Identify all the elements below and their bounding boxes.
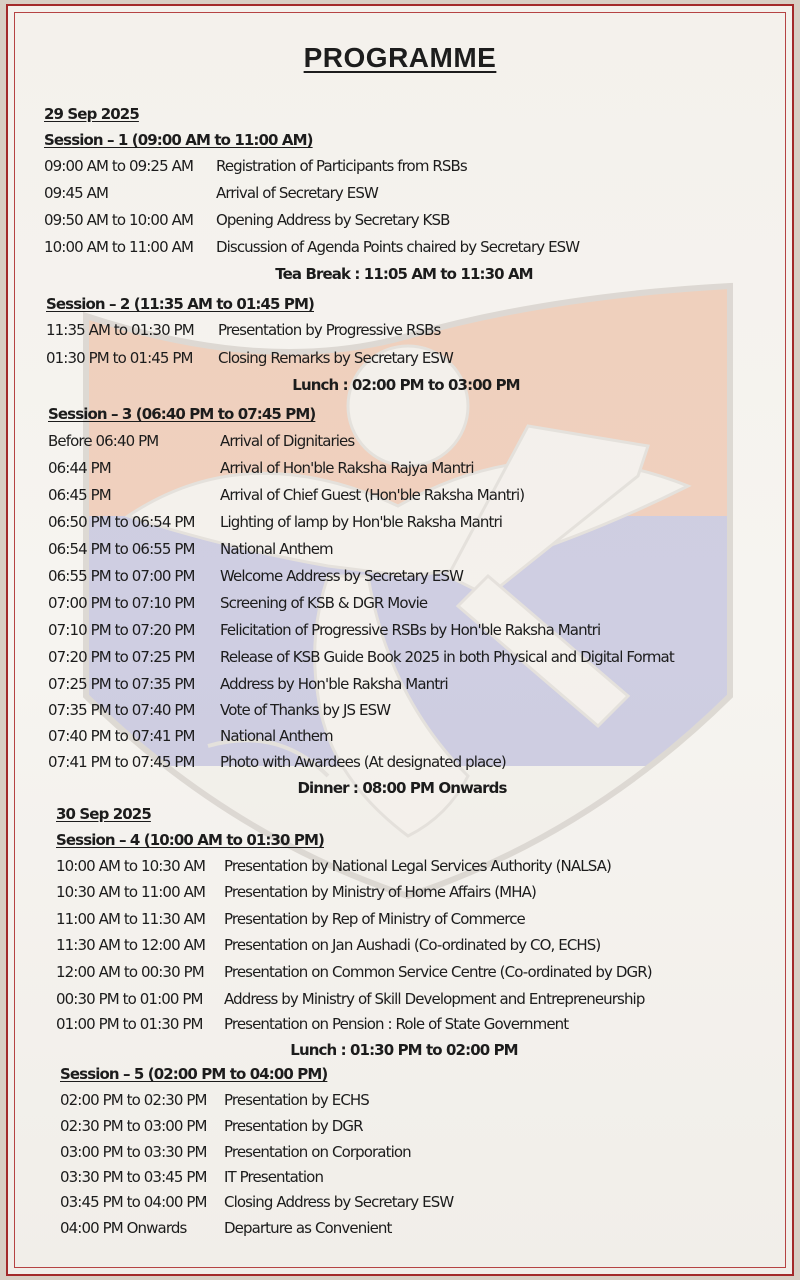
desc-cell: Opening Address by Secretary KSB — [216, 211, 450, 229]
time-cell: 06:44 PM — [48, 459, 111, 477]
desc-cell: Welcome Address by Secretary ESW — [220, 567, 464, 585]
time-cell: 02:00 PM to 02:30 PM — [60, 1091, 207, 1109]
desc-cell: Presentation on Corporation — [224, 1143, 411, 1161]
time-cell: 07:00 PM to 07:10 PM — [48, 594, 195, 612]
desc-cell: Departure as Convenient — [224, 1219, 392, 1237]
desc-cell: Photo with Awardees (At designated place) — [220, 753, 506, 771]
desc-cell: National Anthem — [220, 727, 333, 745]
programme-content — [8, 6, 792, 1274]
time-cell: 09:00 AM to 09:25 AM — [44, 157, 193, 175]
time-cell: 07:10 PM to 07:20 PM — [48, 621, 195, 639]
desc-cell: Presentation on Jan Aushadi (Co-ordinated by CO, ECHS) — [224, 936, 601, 954]
page-title: PROGRAMME — [303, 42, 497, 73]
time-cell: 06:50 PM to 06:54 PM — [48, 513, 195, 531]
desc-cell: Address by Ministry of Skill Development and Entrepreneurship — [224, 990, 645, 1008]
time-cell: 10:00 AM to 11:00 AM — [44, 238, 193, 256]
session-heading: Session – 4 (10:00 AM to 01:30 PM) — [56, 831, 324, 849]
desc-cell: Vote of Thanks by JS ESW — [220, 701, 391, 719]
desc-cell: Lighting of lamp by Hon'ble Raksha Mantri — [220, 513, 503, 531]
time-cell: 09:45 AM — [44, 184, 108, 202]
desc-cell: Presentation by ECHS — [224, 1091, 369, 1109]
desc-cell: Address by Hon'ble Raksha Mantri — [220, 675, 448, 693]
time-cell: 01:30 PM to 01:45 PM — [46, 349, 193, 367]
time-cell: Before 06:40 PM — [48, 432, 159, 450]
desc-cell: Arrival of Chief Guest (Hon'ble Raksha Mantri) — [220, 486, 525, 504]
desc-cell: Presentation by Rep of Ministry of Commerce — [224, 910, 525, 928]
time-cell: 03:45 PM to 04:00 PM — [60, 1193, 207, 1211]
time-cell: 06:45 PM — [48, 486, 111, 504]
session-heading: Session – 1 (09:00 AM to 11:00 AM) — [44, 131, 313, 149]
time-cell: 11:30 AM to 12:00 AM — [56, 936, 205, 954]
desc-cell: Presentation on Common Service Centre (Co-ordinated by DGR) — [224, 963, 652, 981]
session-heading: Session – 5 (02:00 PM to 04:00 PM) — [60, 1065, 328, 1083]
session-heading: Session – 3 (06:40 PM to 07:45 PM) — [48, 405, 316, 423]
time-cell: 07:25 PM to 07:35 PM — [48, 675, 195, 693]
break-line: Lunch : 02:00 PM to 03:00 PM — [292, 376, 520, 394]
desc-cell: Presentation by Ministry of Home Affairs (MHA) — [224, 883, 536, 901]
time-cell: 10:30 AM to 11:00 AM — [56, 883, 205, 901]
time-cell: 06:54 PM to 06:55 PM — [48, 540, 195, 558]
day-date: 29 Sep 2025 — [44, 105, 139, 123]
time-cell: 00:30 PM to 01:00 PM — [56, 990, 203, 1008]
break-line: Tea Break : 11:05 AM to 11:30 AM — [275, 265, 533, 283]
desc-cell: Registration of Participants from RSBs — [216, 157, 467, 175]
programme-sheet — [6, 4, 794, 1276]
desc-cell: Closing Address by Secretary ESW — [224, 1193, 454, 1211]
time-cell: 07:41 PM to 07:45 PM — [48, 753, 195, 771]
time-cell: 06:55 PM to 07:00 PM — [48, 567, 195, 585]
desc-cell: Presentation on Pension : Role of State Government — [224, 1015, 569, 1033]
break-line: Lunch : 01:30 PM to 02:00 PM — [290, 1041, 518, 1059]
desc-cell: IT Presentation — [224, 1168, 324, 1186]
desc-cell: Arrival of Hon'ble Raksha Rajya Mantri — [220, 459, 474, 477]
time-cell: 03:00 PM to 03:30 PM — [60, 1143, 207, 1161]
time-cell: 09:50 AM to 10:00 AM — [44, 211, 193, 229]
desc-cell: Arrival of Dignitaries — [220, 432, 355, 450]
time-cell: 07:35 PM to 07:40 PM — [48, 701, 195, 719]
time-cell: 11:35 AM to 01:30 PM — [46, 321, 194, 339]
desc-cell: Closing Remarks by Secretary ESW — [218, 349, 453, 367]
time-cell: 10:00 AM to 10:30 AM — [56, 857, 205, 875]
time-cell: 02:30 PM to 03:00 PM — [60, 1117, 207, 1135]
desc-cell: Arrival of Secretary ESW — [216, 184, 378, 202]
time-cell: 07:20 PM to 07:25 PM — [48, 648, 195, 666]
desc-cell: Felicitation of Progressive RSBs by Hon'ble Raksha Mantri — [220, 621, 601, 639]
time-cell: 11:00 AM to 11:30 AM — [56, 910, 205, 928]
desc-cell: National Anthem — [220, 540, 333, 558]
time-cell: 12:00 AM to 00:30 PM — [56, 963, 204, 981]
time-cell: 04:00 PM Onwards — [60, 1219, 187, 1237]
desc-cell: Release of KSB Guide Book 2025 in both Physical and Digital Format — [220, 648, 674, 666]
desc-cell: Discussion of Agenda Points chaired by Secretary ESW — [216, 238, 580, 256]
desc-cell: Presentation by Progressive RSBs — [218, 321, 441, 339]
session-heading: Session – 2 (11:35 AM to 01:45 PM) — [46, 295, 314, 313]
day-date: 30 Sep 2025 — [56, 805, 151, 823]
desc-cell: Screening of KSB & DGR Movie — [220, 594, 428, 612]
desc-cell: Presentation by DGR — [224, 1117, 363, 1135]
time-cell: 07:40 PM to 07:41 PM — [48, 727, 195, 745]
time-cell: 03:30 PM to 03:45 PM — [60, 1168, 207, 1186]
time-cell: 01:00 PM to 01:30 PM — [56, 1015, 203, 1033]
break-line: Dinner : 08:00 PM Onwards — [297, 779, 507, 797]
desc-cell: Presentation by National Legal Services Authority (NALSA) — [224, 857, 611, 875]
